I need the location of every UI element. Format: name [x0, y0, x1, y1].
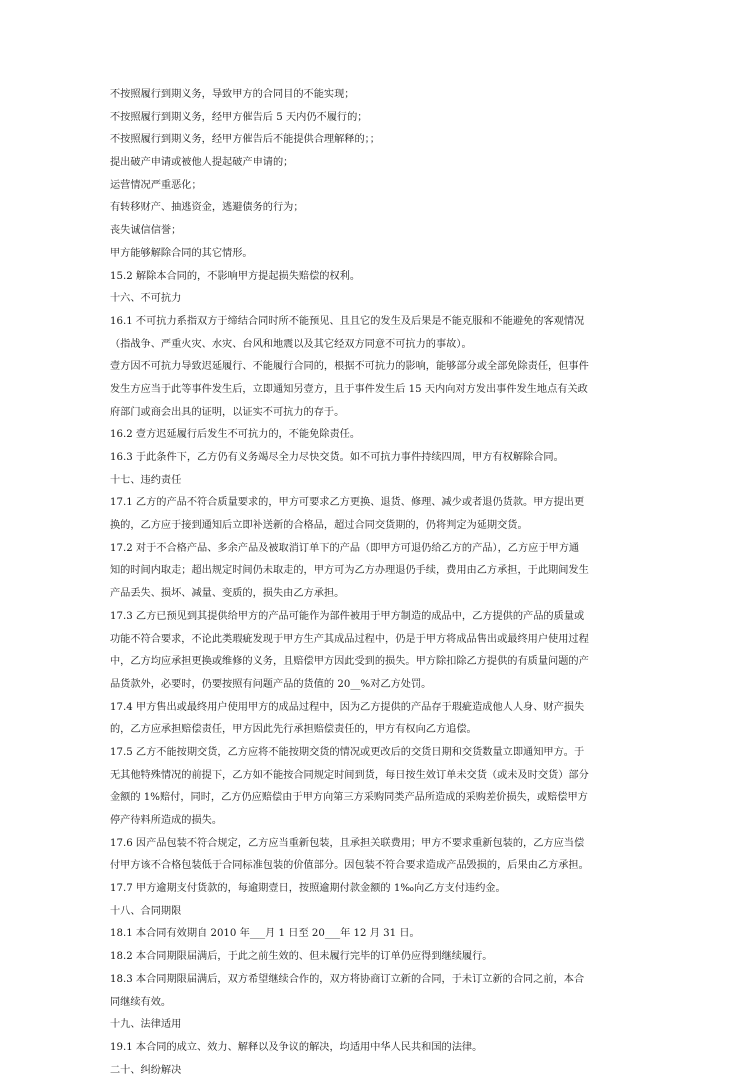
text-line: 16.3 于此条件下，乙方仍有义务竭尽全力尽快交货。如不可抗力事件持续四周，甲方有权解除合同。 — [110, 452, 564, 463]
text-line: 停产待料所造成的损失。 — [110, 815, 223, 826]
text-line: 十九、法律适用 — [110, 1019, 182, 1031]
text-line: 17.3 乙方已预见到其提供给甲方的产品可能作为部件被用于甲方制造的成品中，乙方提供的产品的质量或 — [110, 610, 585, 622]
text-line: 功能不符合要求，不论此类瑕疵发现于甲方生产其成品过程中，仍是于甲方将成品售出或最终用户使用过程 — [110, 633, 589, 645]
text-line: 16.1 不可抗力系指双方于缔结合同时所不能预见、且且它的发生及后果是不能克服和不能避免的客观情况 — [110, 315, 585, 327]
text-line: 十八、合同期限 — [110, 905, 182, 917]
text-line: 17.2 对于不合格产品、多余产品及被取消订单下的产品（即甲方可退仍给乙方的产品），乙方应于甲方通 — [110, 542, 580, 554]
text-line: 提出破产申请或被他人提起破产申请的； — [110, 157, 294, 169]
text-line: （指战争、严重火灾、水灾、台风和地震以及其它经双方同意不可抗力的事故）。 — [110, 338, 472, 350]
text-line: 19.1 本合同的成立、效力、解释以及争议的解决，均适用中华人民共和国的法律。 — [110, 1041, 483, 1053]
text-line: 二十、纠纷解决 — [110, 1064, 182, 1076]
text-line: 中，乙方均应承担更换或维修的义务，且赔偿甲方因此受到的损失。甲方除扣除乙方提供的有质量问题的产 — [110, 656, 589, 668]
text-line: 18.2 本合同期限届满后，于此之前生效的、但未履行完毕的订单仍应得到继续履行。 — [110, 951, 493, 963]
text-line: 知的时间内取走；超出规定时间仍未取走的，甲方可为乙方办理退仍手续，费用由乙方承担，于此期间发生 — [110, 565, 589, 577]
text-line: 不按照履行到期义务，经甲方催告后不能提供合理解释的；； — [110, 134, 380, 146]
text-line: 十六、不可抗力 — [110, 293, 182, 305]
text-line: 府部门或商会出具的证明，以证实不可抗力的存于。 — [110, 406, 345, 418]
text-line: 15.2 解除本合同的，不影响甲方提起损失赔偿的权利。 — [110, 270, 361, 282]
text-line: 壹方因不可抗力导致迟延履行、不能履行合同的，根据不可抗力的影响，能够部分或全部免除责任，但事件 — [110, 361, 589, 373]
contract-text — [110, 87, 650, 1085]
text-line: 无其他特殊情况的前提下，乙方如不能按合同规定时间到货，每日按生效订单未交货（或未及时交货）部分 — [110, 769, 589, 781]
text-line: 的，乙方应承担赔偿责任，甲方因此先行承担赔偿责任的，甲方有权向乙方追偿。 — [110, 724, 477, 736]
text-line: 18.3 本合同期限届满后，双方希望继续合作的，双方将协商订立新的合同，于未订立新的合同之前，本合 — [110, 973, 585, 985]
text-line: 同继续有效。 — [110, 996, 172, 1008]
text-line: 产品丢失、损坏、减量、变质的，损失由乙方承担。 — [110, 588, 345, 600]
text-line: 17.5 乙方不能按期交货，乙方应将不能按期交货的情况或更改后的交货日期和交货数量立即通知甲方。于 — [110, 746, 585, 758]
text-line: 17.4 甲方售出或最终用户使用甲方的成品过程中，因为乙方提供的产品存于瑕疵造成他人人身、财产损失 — [110, 701, 585, 713]
text-line: 金额的 1%赔付，同时，乙方仍应赔偿由于甲方向第三方采购同类产品所造成的采购差价损失，或赔偿甲方 — [110, 792, 588, 804]
text-line: 17.1 乙方的产品不符合质量要求的，甲方可要求乙方更换、退货、修理、减少或者退仍货款。甲方提出更 — [110, 497, 585, 509]
text-line: 不按照履行到期义务，经甲方催告后 5 天内仍不履行的； — [110, 111, 368, 123]
text-line: 17.6 因产品包装不符合规定，乙方应当重新包装，且承担关联费用；甲方不要求重新包装的，乙方应当偿 — [110, 837, 585, 849]
text-line: 17.7 甲方逾期支付货款的，每逾期壹日，按照逾期付款金额的 1‰向乙方支付违约金。 — [110, 883, 506, 895]
text-line: 丧失诚信信誉； — [110, 225, 182, 237]
text-line: 不按照履行到期义务，导致甲方的合同目的不能实现； — [110, 89, 355, 100]
text-line: 16.2 壹方迟延履行后发生不可抗力的，不能免除责任。 — [110, 429, 361, 441]
text-line: 品货款外，必要时，仍要按照有问题产品的货值的 20__%对乙方处罚。 — [110, 678, 432, 690]
text-line: 有转移财产、抽逃资金，逃避债务的行为； — [110, 202, 304, 214]
text-line: 十七、违约责任 — [110, 474, 182, 486]
text-line: 18.1 本合同有效期自 2010 年___月 1 日至 20___年 12 月 31 日。 — [110, 928, 420, 940]
text-line: 甲方能够解除合同的其它情形。 — [110, 247, 253, 259]
text-line: 发生方应当于此等事件发生后，立即通知另壹方，且于事件发生后 15 天内向对方发出事件发生地点有关政 — [110, 383, 588, 395]
text-line: 运营情况严重恶化； — [110, 179, 202, 191]
text-line: 付甲方该不合格包装低于合同标准包装的价值部分。因包装不符合要求造成产品毁损的，后果由乙方承担。 — [110, 860, 589, 872]
text-line: 换的，乙方应于接到通知后立即补送新的合格品，超过合同交货期的，仍将判定为延期交货。 — [110, 520, 528, 532]
